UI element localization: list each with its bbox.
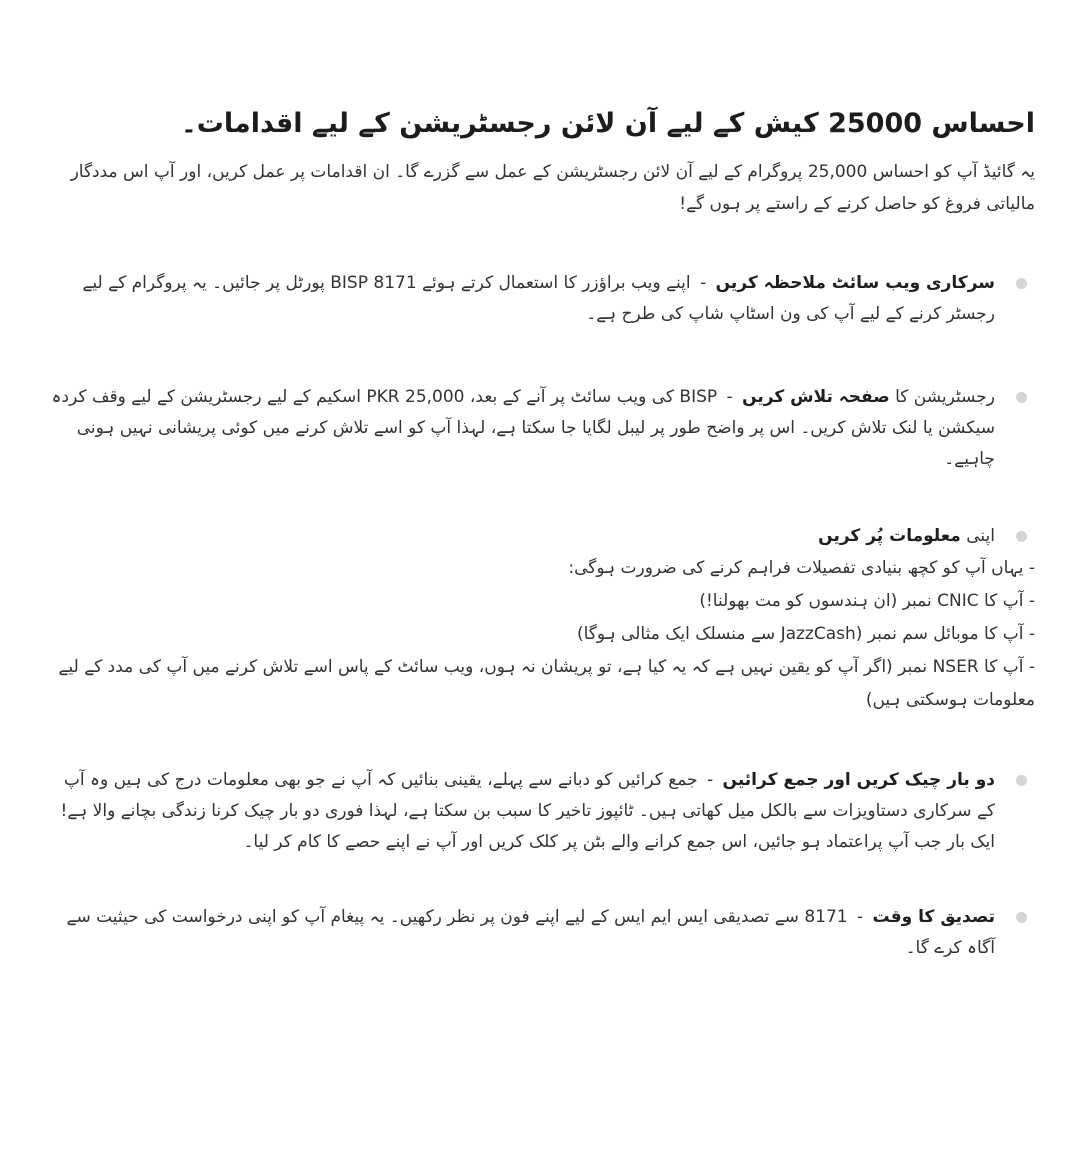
step-heading: معلومات پُر کریں: [818, 526, 961, 546]
detail-cnic: - آپ کا CNIC نمبر (ان ہندسوں کو مت بھولنا!): [699, 591, 1035, 611]
step-separator: -: [700, 273, 707, 293]
steps-list: [50, 268, 1035, 964]
bullet-icon: [1016, 912, 1027, 923]
article-title: احساس 25000 کیش کے لیے آن لائن رجسٹریشن کے لیے اقدامات۔: [180, 108, 1035, 139]
step-body: اپنے ویب براؤزر کا استعمال کرتے ہوئے BISP 8171 پورٹل پر جائیں۔ یہ پروگرام کے لیے رجسٹر کرنے کے لیے آپ کی ون اسٹاپ شاپ کی طرح ہے۔: [82, 273, 995, 324]
step-heading: سرکاری ویب سائٹ ملاحظہ کریں: [715, 273, 995, 293]
article: [50, 100, 1035, 1008]
bullet-icon: [1016, 392, 1027, 403]
step-separator: -: [707, 770, 714, 790]
step-visit-website: [50, 268, 1035, 330]
step-confirmation: [50, 902, 1035, 964]
article-intro: یہ گائیڈ آپ کو احساس 25,000 پروگرام کے لیے آن لائن رجسٹریشن کے عمل سے گزرے گا۔ ان اقدامات پر عمل کریں، اور آپ اس مددگار مالیاتی فروغ کو حاصل کرنے کے راستے پر ہوں گے!: [70, 162, 1035, 214]
detail-nser: - آپ کا NSER نمبر (اگر آپ کو یقین نہیں ہے کہ یہ کیا ہے، تو پریشان نہ ہوں، ویب سائٹ کے پاس اسے تلاش کرنے میں آپ کی مدد کے لیے معلومات ہوسکتی ہیں): [58, 657, 1035, 710]
step-body: BISP کی ویب سائٹ پر آنے کے بعد، PKR 25,000 اسکیم کے لیے رجسٹریشن کے لیے وقف کردہ سیکشن یا لنک تلاش کریں۔ اس پر واضح طور پر لیبل لگایا جا سکتا ہے، لہذا آپ کو اسے تلاش کرنے میں کوئی پریشانی نہیں ہونی چاہیے۔: [51, 387, 995, 469]
step-separator: -: [726, 387, 733, 407]
step-heading: دو بار چیک کریں اور جمع کرائیں: [722, 770, 995, 790]
step-heading: صفحہ تلاش کریں: [742, 387, 890, 407]
step-separator: -: [856, 907, 864, 927]
step-body: جمع کرائیں کو دبانے سے پہلے، یقینی بنائیں کہ آپ نے جو بھی معلومات درج کی ہیں وہ آپ کے سرکاری دستاویزات سے بالکل میل کھاتی ہیں۔ ٹائپوز تاخیر کا سبب بن سکتا ہے، لہذا فوری دو بار چیک کرنا زندگی بچانے والا ہے! ایک بار جب آپ پراعتماد ہو جائیں، اس جمع کرانے والے بٹن پر کلک کریں اور آپ نے اپنے حصے کا کام کر لیا۔: [60, 770, 995, 852]
bullet-icon: [1016, 531, 1027, 542]
step-heading: تصدیق کا وقت: [872, 907, 995, 927]
bullet-icon: [1016, 775, 1027, 786]
detail-mobile-sim: - آپ کا موبائل سم نمبر (JazzCash سے منسلک ایک مثالی ہوگا): [577, 624, 1035, 644]
step-fill-information: [50, 521, 1035, 717]
step-body: 8171 سے تصدیقی ایس ایم ایس کے لیے اپنے فون پر نظر رکھیں۔ یہ پیغام آپ کو اپنی درخواست کی حیثیت سے آگاہ کرے گا۔: [66, 907, 995, 958]
required-details-list: [50, 552, 1035, 717]
step-heading-prefix: رجسٹریشن کا: [889, 387, 995, 407]
bullet-icon: [1016, 278, 1027, 289]
step-heading-prefix: اپنی: [960, 526, 995, 546]
step-find-registration-page: [50, 382, 1035, 475]
detail-intro: - یہاں آپ کو کچھ بنیادی تفصیلات فراہم کرنے کی ضرورت ہوگی:: [568, 558, 1035, 578]
step-double-check-submit: [50, 765, 1035, 858]
